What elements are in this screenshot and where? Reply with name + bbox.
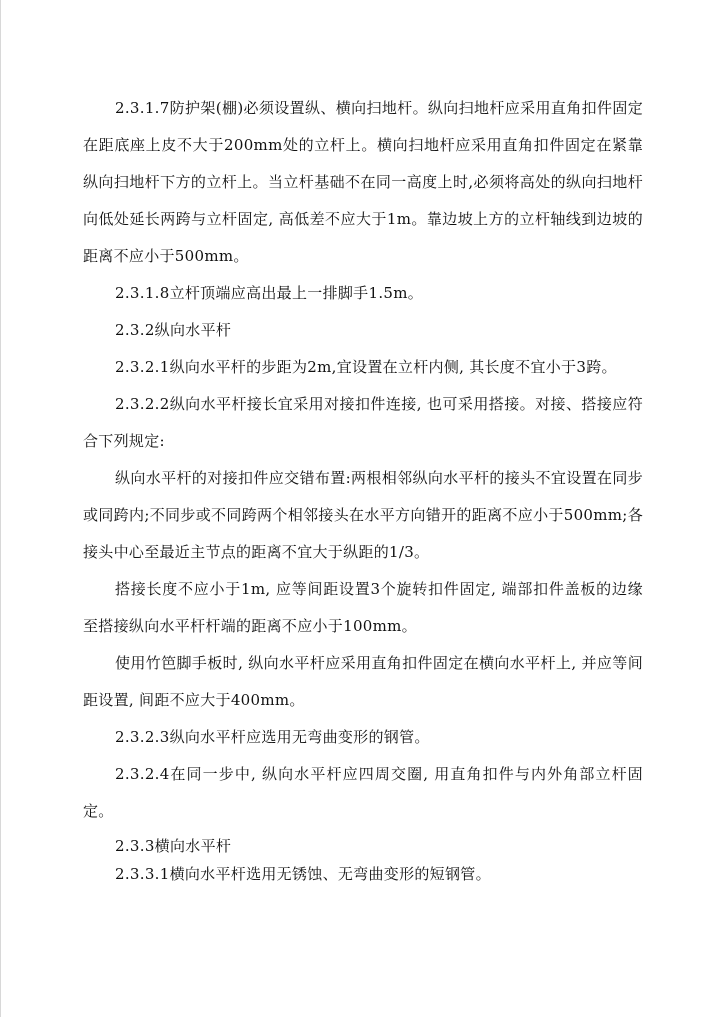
page-edge <box>0 0 1 1017</box>
paragraph-2-3-1-8: 2.3.1.8立杆顶端应高出最上一排脚手1.5m。 <box>115 284 424 302</box>
paragraph-lap-joint: 搭接长度不应小于1m, 应等间距设置3个旋转扣件固定, 端部扣件盖板的边缘至搭接纵向水平杆杆端的距离不应小于100mm。 <box>83 580 643 635</box>
heading-2-3-2: 2.3.2纵向水平杆 <box>115 321 232 339</box>
heading-2-3-3: 2.3.3横向水平杆 <box>115 837 232 855</box>
paragraph-2-3-2-1: 2.3.2.1纵向水平杆的步距为2m,宜设置在立杆内侧, 其长度不宜小于3跨。 <box>115 358 617 376</box>
paragraph-2-3-2-2: 2.3.2.2纵向水平杆接长宜采用对接扣件连接, 也可采用搭接。对接、搭接应符合下列规定: <box>83 395 643 450</box>
paragraph-bamboo-board: 使用竹笆脚手板时, 纵向水平杆应采用直角扣件固定在横向水平杆上, 并应等间距设置, 间距不应大于400mm。 <box>83 654 643 709</box>
paragraph-2-3-2-4: 2.3.2.4在同一步中, 纵向水平杆应四周交圈, 用直角扣件与内外角部立杆固定。 <box>83 765 643 820</box>
paragraph-2-3-3-1: 2.3.3.1横向水平杆选用无锈蚀、无弯曲变形的短钢管。 <box>115 865 491 883</box>
paragraph-2-3-2-3: 2.3.2.3纵向水平杆应选用无弯曲变形的钢管。 <box>115 728 430 746</box>
paragraph-butt-joint: 纵向水平杆的对接扣件应交错布置:两根相邻纵向水平杆的接头不宜设置在同步或同跨内;不同步或不同跨两个相邻接头在水平方向错开的距离不应小于500mm;各接头中心至最近主节点的距离不宜大于纵距的1/3。 <box>83 469 643 561</box>
paragraph-2-3-1-7: 2.3.1.7防护架(棚)必须设置纵、横向扫地杆。纵向扫地杆应采用直角扣件固定在距底座上皮不大于200mm处的立杆上。横向扫地杆应采用直角扣件固定在紧靠纵向扫地杆下方的立杆上。当立杆基础不在同一高度上时,必须将高处的纵向扫地杆向低处延长两跨与立杆固定, 高低差不应大于1m。靠边坡上方的立杆轴线到边坡的距离不应小于500mm。 <box>83 99 643 265</box>
document-body <box>83 90 643 886</box>
